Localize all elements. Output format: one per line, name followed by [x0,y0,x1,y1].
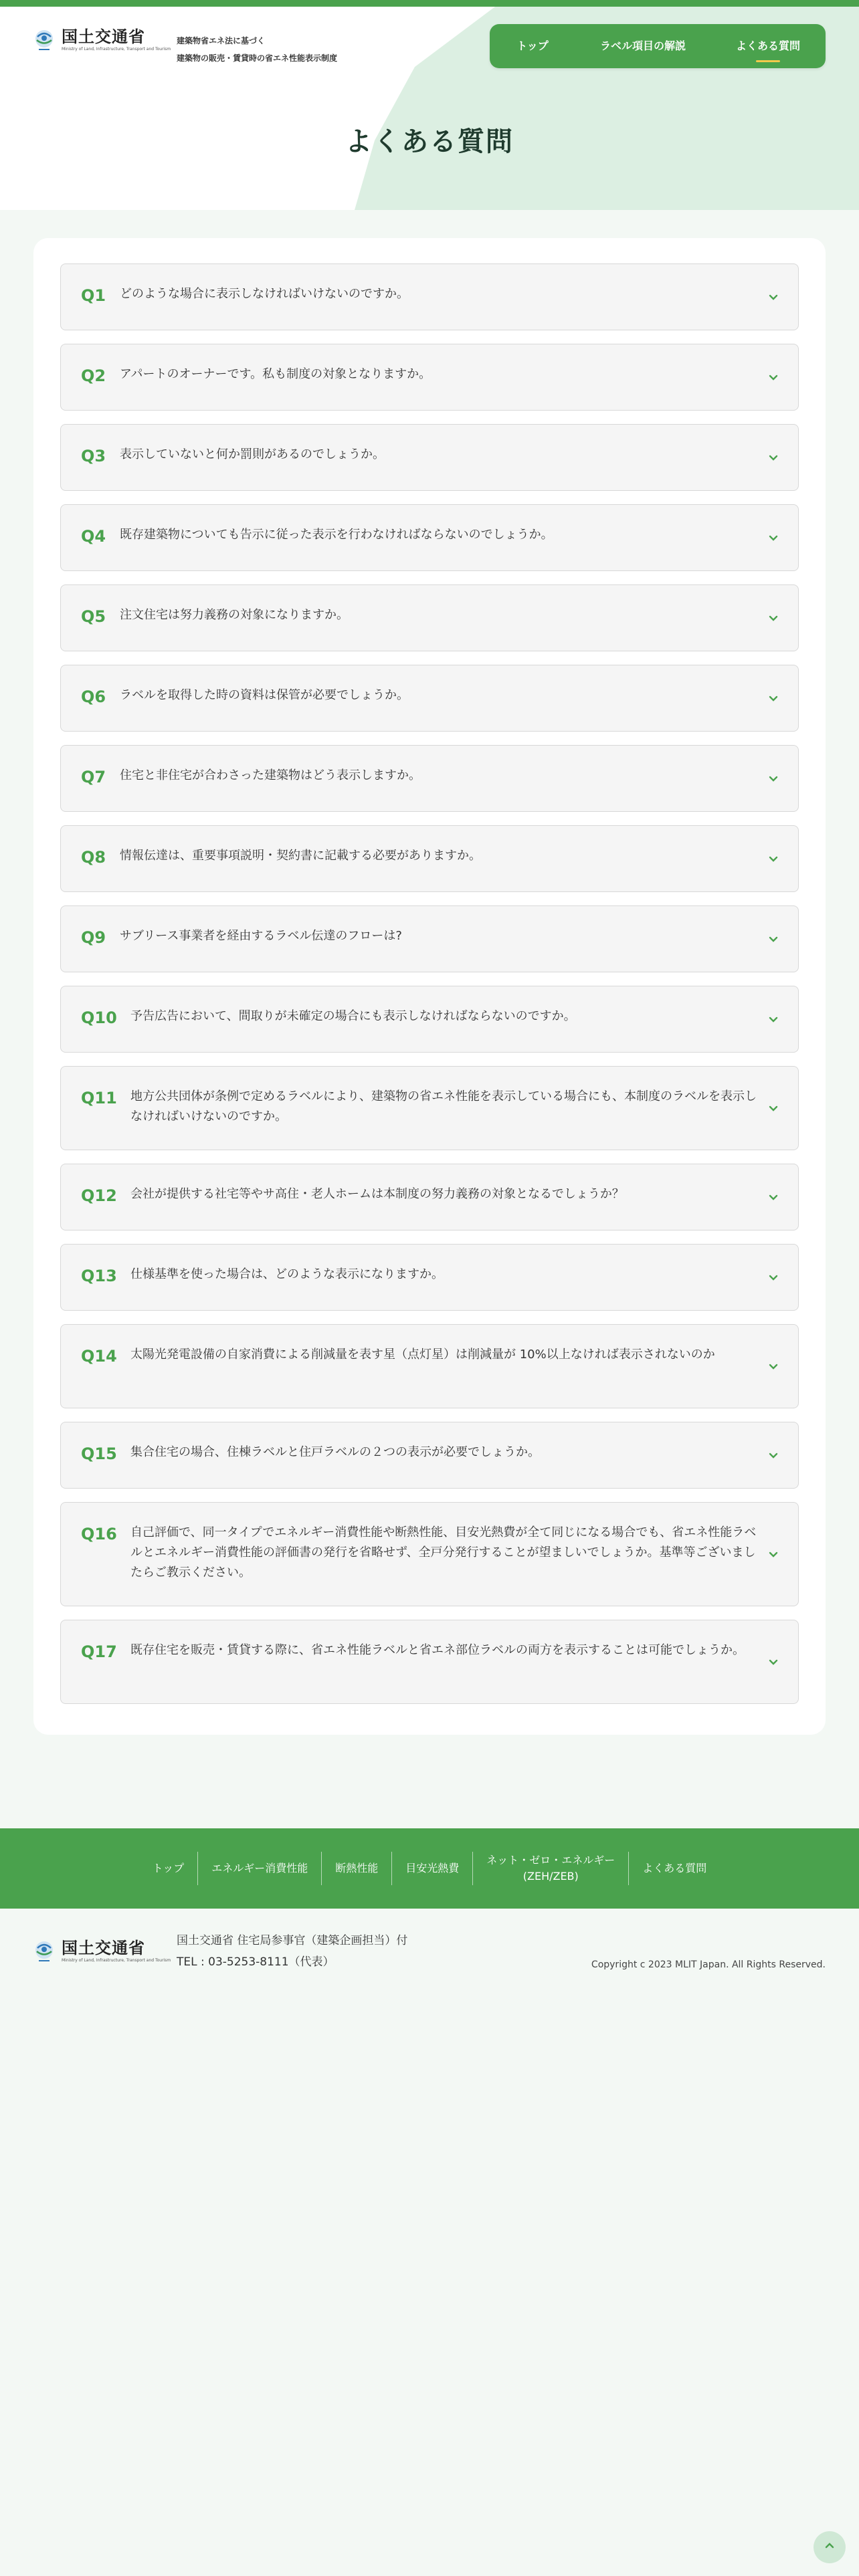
mlit-globe-logo-icon [32,27,56,51]
faq-item-q15[interactable] [60,1422,799,1489]
chevron-down-icon [769,855,778,864]
mlit-globe-logo-icon [32,1939,56,1963]
faq-question: 集合住宅の場合、住棟ラベルと住戸ラベルの２つの表示が必要でしょうか。 [130,1445,540,1459]
top-accent-bar [0,0,859,7]
faq-item-q3[interactable] [60,424,799,491]
faq-item-q11[interactable] [60,1066,799,1150]
faq-question: サブリース事業者を経由するラベル伝達のフローは? [120,929,402,943]
chevron-down-icon [769,1104,778,1113]
site-tagline [177,32,337,67]
faq-question: 既存住宅を販売・賃貸する際に、省エネ性能ラベルと省エネ部位ラベルの両方を表示することは可能でしょうか。 [130,1643,745,1657]
chevron-down-icon [769,534,778,543]
footer-nav [0,1828,859,1909]
faq-number: Q7 [81,768,106,786]
footer-logo-name: 国土交通省 [62,1939,145,1957]
faq-number: Q3 [81,447,106,465]
nav-faq[interactable]: よくある質問 [710,34,826,58]
faq-number: Q9 [81,928,106,947]
global-nav [490,24,826,68]
faq-question: 既存建築物についても告示に従った表示を行わなければならないのでしょうか。 [120,528,553,542]
chevron-down-icon [769,1273,778,1283]
footer-nav-zeh-label: ネット・ゼロ・エネルギー [486,1854,615,1866]
faq-item-q7[interactable] [60,745,799,812]
chevron-down-icon [769,1658,778,1667]
chevron-down-icon [769,1362,778,1372]
faq-item-q6[interactable] [60,665,799,732]
faq-item-q1[interactable] [60,263,799,330]
faq-item-q2[interactable] [60,344,799,411]
logo-english: Ministry of Land, Infrastructure, Transport and Tourism [62,47,171,51]
faq-list [33,238,826,1735]
tagline-line-1: 建築物省エネ法に基づく [177,36,266,45]
footer-tel: TEL : 03-5253-8111（代表） [177,1955,335,1969]
nav-top[interactable]: トップ [516,39,549,52]
nav-label-explanation[interactable]: ラベル項目の解説 [599,39,686,52]
chevron-down-icon [769,1015,778,1025]
faq-number: Q15 [81,1444,117,1463]
site-header [0,7,859,210]
site-logo[interactable] [32,27,171,52]
faq-item-q12[interactable] [60,1164,799,1230]
faq-item-q14[interactable] [60,1324,799,1408]
footer-nav-zeh-sub: (ZEH/ZEB) [522,1870,579,1883]
faq-number: Q16 [81,1525,117,1543]
footer-copyright: Copyright c 2023 MLIT Japan. All Rights Reserved. [591,1959,826,1970]
chevron-down-icon [769,694,778,704]
faq-question: 注文住宅は努力義務の対象になりますか。 [120,608,349,622]
chevron-up-icon [824,2541,835,2554]
footer-nav-insulation[interactable]: 断熱性能 [335,1862,379,1874]
faq-item-q16[interactable] [60,1502,799,1606]
faq-question: 地方公共団体が条例で定めるラベルにより、建築物の省エネ性能を表示している場合にも、本制度のラベルを表示しなければいけないのですか。 [130,1089,757,1123]
faq-question: ラベルを取得した時の資料は保管が必要でしょうか。 [120,688,409,702]
faq-question: 住宅と非住宅が合わさった建築物はどう表示しますか。 [120,768,421,782]
faq-question: 太陽光発電設備の自家消費による削減量を表す星（点灯星）は削減量が 10%以上なければ表示されないのか [130,1348,715,1362]
footer-nav-utility-cost[interactable]: 目安光熱費 [405,1862,460,1874]
faq-item-q4[interactable] [60,504,799,571]
faq-question: 自己評価で、同一タイプでエネルギー消費性能や断熱性能、目安光熱費が全て同じになる場合でも、省エネ性能ラベルとエネルギー消費性能の評価書の発行を省略せず、全戸分発行することが望ましいでしょうか。基準等ございましたらご教示ください。 [130,1525,757,1580]
chevron-down-icon [769,935,778,944]
back-to-top-button[interactable] [814,2531,846,2563]
footer-nav-top[interactable]: トップ [152,1862,185,1874]
faq-number: Q5 [81,607,106,626]
faq-number: Q11 [81,1089,117,1107]
chevron-down-icon [769,614,778,623]
footer-logo-english: Ministry of Land, Infrastructure, Transport and Tourism [62,1958,171,1963]
chevron-down-icon [769,1193,778,1202]
footer-bottom [0,1909,859,1975]
footer-logo[interactable] [32,1938,171,1963]
faq-question: アパートのオーナーです。私も制度の対象となりますか。 [120,367,432,381]
faq-number: Q14 [81,1347,117,1366]
page-title: よくある質問 [345,126,514,157]
faq-number: Q6 [81,687,106,706]
chevron-down-icon [769,1451,778,1461]
faq-item-q8[interactable] [60,825,799,892]
faq-question: 情報伝達は、重要事項説明・契約書に記載する必要がありますか。 [120,849,481,863]
faq-number: Q1 [81,286,106,305]
faq-question: 仕様基準を使った場合は、どのような表示になりますか。 [130,1267,444,1281]
faq-question: 会社が提供する社宅等やサ高住・老人ホームは本制度の努力義務の対象となるでしょうか？ [130,1187,624,1201]
footer-nav-energy-performance[interactable]: エネルギー消費性能 [211,1862,308,1874]
faq-number: Q4 [81,527,106,546]
footer-contact [177,1930,407,1973]
footer-address: 国土交通省 住宅局参事官（建築企画担当）付 [177,1934,408,1947]
faq-item-q10[interactable] [60,986,799,1053]
logo-name: 国土交通省 [62,27,145,46]
faq-item-q9[interactable] [60,905,799,972]
chevron-down-icon [769,293,778,302]
chevron-down-icon [769,373,778,383]
chevron-down-icon [769,1550,778,1560]
faq-number: Q13 [81,1267,117,1285]
faq-number: Q17 [81,1642,117,1661]
footer-nav-faq[interactable]: よくある質問 [642,1862,707,1874]
faq-item-q5[interactable] [60,584,799,651]
faq-question: 予告広告において、間取りが未確定の場合にも表示しなければならないのですか。 [130,1009,576,1023]
tagline-line-2: 建築物の販売・賃貸時の省エネ性能表示制度 [177,53,338,63]
faq-number: Q10 [81,1008,117,1027]
faq-question: 表示していないと何か罰則があるのでしょうか。 [120,447,385,461]
faq-number: Q12 [81,1186,117,1205]
chevron-down-icon [769,453,778,463]
faq-item-q17[interactable] [60,1620,799,1704]
chevron-down-icon [769,774,778,784]
faq-item-q13[interactable] [60,1244,799,1311]
footer-nav-zeh-zeb[interactable] [473,1852,628,1885]
faq-number: Q2 [81,366,106,385]
faq-question: どのような場合に表示しなければいけないのですか。 [120,287,409,301]
faq-number: Q8 [81,848,106,867]
